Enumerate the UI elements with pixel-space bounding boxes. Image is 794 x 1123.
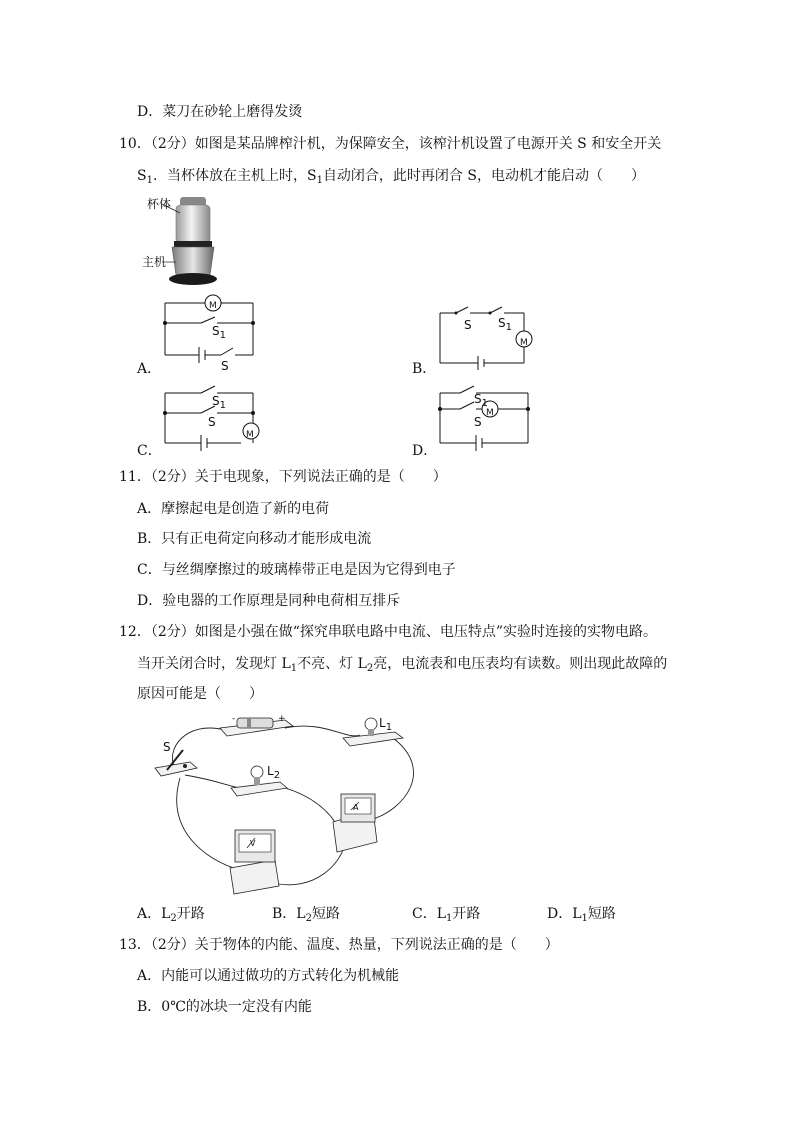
wire-switch-l2	[185, 775, 240, 788]
circuit-d-s: S	[474, 415, 482, 429]
circuit-b-s1: $S_1$	[498, 316, 512, 333]
circuit-a-s: S	[221, 359, 229, 373]
fig-plus-label: +	[278, 714, 286, 724]
circuit-a-s1: $S_1$	[212, 324, 226, 341]
q12-option-c: C．$L_1$开路	[412, 906, 481, 924]
q10-stem-line1: 10．（2分）如图是某品牌榨汁机，为保障安全，该榨汁机设置了电源开关 S 和安全开关	[119, 136, 662, 152]
circuit-b-s: S	[464, 318, 472, 332]
circuit-d-s1: $S_1$	[474, 392, 488, 409]
q11-stem: 11．（2分）关于电现象，下列说法正确的是（ ）	[119, 469, 447, 485]
q10-option-c-label: C．	[137, 443, 162, 459]
q9-option-d: D．菜刀在砂轮上磨得发烫	[137, 104, 303, 120]
base-foot	[169, 273, 217, 285]
q11-option-d: D．验电器的工作原理是同种电荷相互排斥	[137, 593, 401, 609]
q10-option-a-label: A．	[137, 361, 162, 377]
q10-stem-line2: $S_1$．当杯体放在主机上时，$S_1$自动闭合，此时再闭合 S，电动机才能启动（ ）	[137, 168, 645, 186]
label-base: 主机	[142, 255, 167, 269]
q12-stem-line3: 原因可能是（ ）	[137, 686, 263, 702]
q12-option-a: A．$L_2$开路	[137, 906, 205, 924]
wire-switch-voltmeter	[177, 778, 240, 870]
q13-stem: 13．（2分）关于物体的内能、温度、热量，下列说法正确的是（ ）	[119, 937, 559, 953]
wire-battery-l1	[285, 726, 360, 736]
motor-a-label: M	[209, 301, 217, 311]
q13-option-b: B．0℃的冰块一定没有内能	[137, 999, 312, 1015]
fig-minus-label: -	[232, 714, 236, 724]
q11-option-c: C．与丝绸摩擦过的玻璃棒带正电是因为它得到电子	[137, 562, 456, 578]
fig-l1-label: $L_1$	[379, 716, 393, 733]
motor-d-label: M	[486, 408, 494, 418]
q12-option-d: D．$L_1$短路	[547, 906, 616, 924]
q12-option-b: B．$L_2$短路	[272, 906, 340, 924]
fig-switch-label: S	[163, 740, 171, 754]
fig-l2-label: $L_2$	[267, 764, 281, 781]
q13-option-a: A．内能可以通过做功的方式转化为机械能	[137, 968, 400, 984]
fig-voltmeter-label: V	[250, 839, 256, 848]
cup-body	[176, 205, 210, 243]
label-cup: 杯体	[147, 197, 172, 211]
base-body	[172, 247, 214, 275]
wire-battery-switch	[172, 728, 225, 768]
q11-option-a: A．摩擦起电是创造了新的电荷	[137, 501, 330, 517]
motor-b-label: M	[520, 338, 528, 348]
q12-stem-line1: 12．（2分）如图是小强在做“探究串联电路中电流、电压特点”实验时连接的实物电路。	[119, 624, 658, 640]
circuit-c-s1: $S_1$	[212, 394, 226, 411]
circuit-c-s: S	[208, 415, 216, 429]
q10-option-b-label: B．	[412, 361, 437, 377]
q12-stem-line2: 当开关闭合时，发现灯 $L_1$不亮、灯 $L_2$亮，电流表和电压表均有读数。则出现此故障的	[137, 656, 668, 674]
motor-c-label: M	[246, 430, 254, 440]
fig-ammeter-label: A	[353, 803, 359, 812]
q10-option-d-label: D．	[412, 443, 438, 459]
physical-circuit-figure	[145, 710, 425, 900]
wire-l1-ammeter	[370, 738, 414, 820]
switch-on-board	[155, 750, 197, 776]
wire-l2-ammeter	[275, 785, 335, 822]
lamp-l1	[343, 718, 403, 746]
q11-option-b: B．只有正电荷定向移动才能形成电流	[137, 531, 372, 547]
cup-ring	[174, 241, 212, 247]
wire-voltmeter-ammeter	[270, 840, 345, 885]
